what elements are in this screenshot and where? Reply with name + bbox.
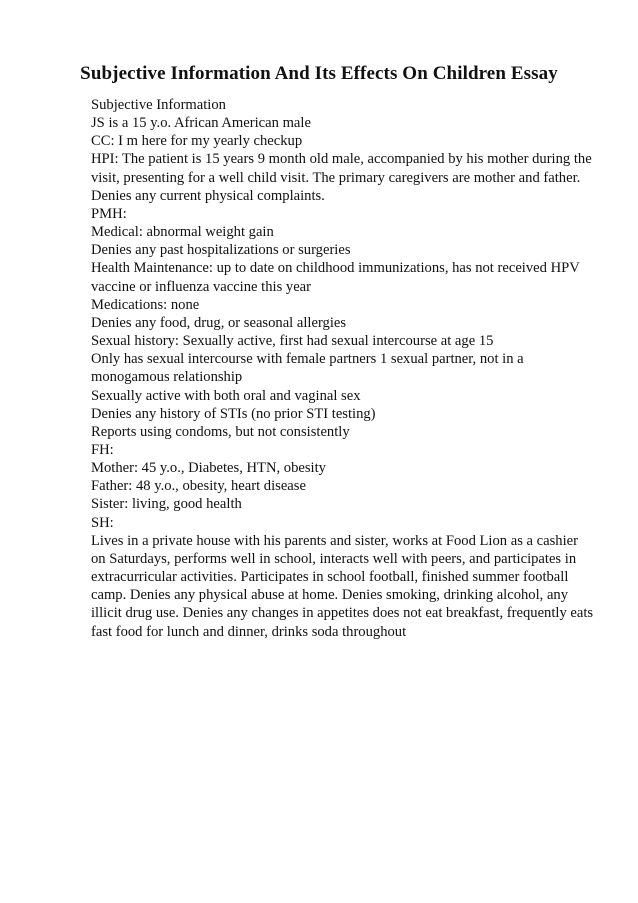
sexual-activity-type: Sexually active with both oral and vaginal sex	[91, 387, 361, 404]
hospitalizations-note: Denies any past hospitalizations or surgeries	[91, 242, 351, 259]
history-of-present-illness: HPI: The patient is 15 years 9 month old male, accompanied by his mother during the visit, presenting for a well child visit. The primary caregivers are mother and father. Denies any current physical complaints.	[91, 151, 596, 204]
family-history-sister: Sister: living, good health	[91, 496, 242, 513]
partner-history: Only has sexual intercourse with female partners 1 sexual partner, not in a monogamous relationship	[91, 351, 528, 386]
social-history: Lives in a private house with his parents and sister, works at Food Lion as a cashier on Saturdays, performs well in school, interacts well with peers, and participates in extracurricular activities. Participates in school football, finished summer football camp. Denies any physical abuse at home. Denies smoking, drinking alcohol, any illicit drug use. Denies any changes in appetites does not eat breakfast, frequently eats fast food for lunch and dinner, drinks soda throughout	[91, 532, 597, 640]
section-heading-pmh: PMH:	[91, 205, 127, 222]
essay-title: Subjective Information And Its Effects On Children Essay	[80, 63, 558, 84]
section-heading-fh: FH:	[91, 441, 114, 458]
allergies: Denies any food, drug, or seasonal allergies	[91, 314, 347, 331]
essay-body	[91, 96, 596, 641]
family-history-father: Father: 48 y.o., obesity, heart disease	[91, 478, 306, 495]
sti-history: Denies any history of STIs (no prior STI testing)	[91, 405, 376, 422]
health-maintenance: Health Maintenance: up to date on childhood immunizations, has not received HPV vaccine or influenza vaccine this year	[91, 260, 584, 295]
section-heading-subjective: Subjective Information	[91, 97, 226, 113]
condom-use: Reports using condoms, but not consistently	[91, 423, 350, 440]
sexual-history: Sexual history: Sexually active, first had sexual intercourse at age 15	[91, 333, 494, 350]
section-heading-sh: SH:	[91, 514, 114, 531]
chief-complaint: CC: I m here for my yearly checkup	[91, 133, 303, 150]
medical-history: Medical: abnormal weight gain	[91, 224, 274, 241]
family-history-mother: Mother: 45 y.o., Diabetes, HTN, obesity	[91, 460, 326, 477]
patient-identifier: JS is a 15 y.o. African American male	[91, 115, 311, 132]
medications: Medications: none	[91, 296, 200, 313]
